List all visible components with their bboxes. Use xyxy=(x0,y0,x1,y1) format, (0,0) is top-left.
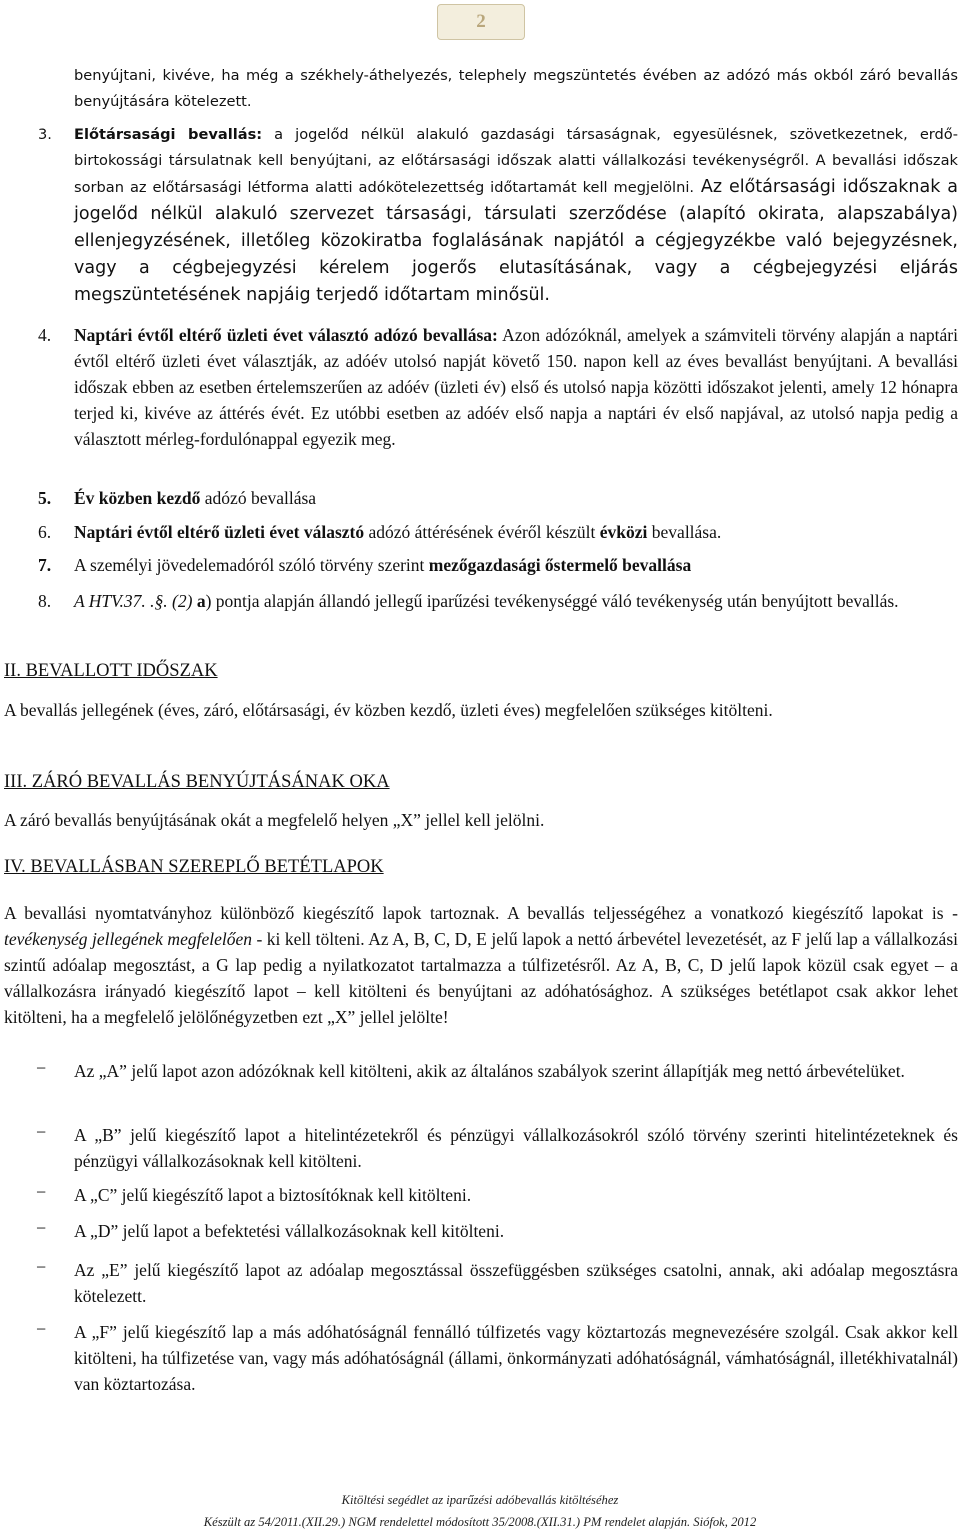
section-3-heading: III. ZÁRÓ BEVALLÁS BENYÚJTÁSÁNAK OKA xyxy=(4,772,390,792)
item-6-number: 6. xyxy=(38,522,52,542)
item-5-bold: Év közben kezdő xyxy=(74,488,201,508)
bullet-item-d: A „D” jelű lapot a befektetési vállalkozásoknak kell kitölteni. xyxy=(74,1221,505,1241)
bullet-marker: − xyxy=(36,1218,47,1238)
item-3-body-serif: Az előtársasági időszaknak a jogelőd nélkül alakuló szervezet társasági, társulati szerződése (alapító okirata, alapszabálya) ellenjegyzésének, illetőleg közokiratba foglalásának napjától a cégjegyzékbe való bejegyzésnek, vagy a cégbejegyzési kérelem jogerős elutasításának, vagy a cégbejegyzési eljárás megszüntetésének napjáig terjedő időtartam minősül. xyxy=(74,177,958,305)
bullet-item-e: Az „E” jelű kiegészítő lapot az adóalap megosztással összefüggésben szükséges csatolni, annak, aki adóalap megosztásra kötelezett. xyxy=(74,1260,958,1306)
bullet-marker: − xyxy=(36,1257,47,1277)
section-4-italic-phrase: tevékenység jellegének megfelelően xyxy=(4,929,252,949)
footer-title: Kitöltési segédlet az iparűzési adóbevallás kitöltéséhez xyxy=(341,1493,619,1507)
bullet-item-a: Az „A” jelű lapot azon adózóknak kell kitölteni, akik az általános szabályok szerint állapítják meg nettó árbevételüket. xyxy=(74,1061,905,1081)
bullet-marker: − xyxy=(36,1182,47,1202)
intro-paragraph: benyújtani, kivéve, ha még a székhely-áthelyezés, telephely megszüntetés évében az adózó más okból záró bevallás benyújtására kötelezett. xyxy=(74,67,958,110)
item-6-text: Naptári évtől eltérő üzleti évet választó adózó áttérésének évéről készült évközi bevallása. xyxy=(74,522,722,542)
bullet-item-b: A „B” jelű kiegészítő lapot a hitelintézetekről és pénzügyi vállalkozásokról szóló törvény szerinti hitelintézeteknek és pénzügyi vállalkozásoknak kell kitölteni. xyxy=(74,1125,958,1171)
bullet-item-f: A „F” jelű kiegészítő lap a más adóhatóságnál fennálló túlfizetés vagy köztartozás megnevezésére szolgál. Csak akkor kell kitölteni, ha túlfizetése van, vagy más adóhatóságnál (állami, önkormányzati adóhatóságnál, vámhatóságnál, illetékhivatalnál) van köztartozása. xyxy=(74,1322,958,1394)
item-7-number: 7. xyxy=(38,555,52,575)
item-4-body: Azon adózóknál, amelyek a számviteli törvény alapján a naptári évtől eltérő üzleti évet választják, az adóév utolsó napját követő 150. napon kell az éves bevallást benyújtani. A bevallási időszak ebben az esetben értelemszerűen az adóév (üzleti év) első és utolsó napja közötti időszakot jelenti, amely 12 hónapra terjed ki, kivéve az áttérés évét. Ez utóbbi esetben az adóév első napja a naptári év első napjával, az utolsó napja pedig a választott mérleg-fordulónappal egyezik meg. xyxy=(74,325,958,449)
item-7-bold: mezőgazdasági őstermelő bevallása xyxy=(428,555,692,575)
item-5-number: 5. xyxy=(38,488,52,508)
section-3-text: A záró bevallás benyújtásának okát a megfelelő helyen „X” jellel kell jelölni. xyxy=(4,810,545,830)
item-8-text: A HTV.37. .§. (2) a) pontja alapján állandó jellegű iparűzési tevékenységgé váló tevékenység után benyújtott bevallás. xyxy=(74,591,899,611)
section-2-text: A bevallás jellegének (éves, záró, előtársasági, év közben kezdő, üzleti éves) megfelelően szükséges kitölteni. xyxy=(4,700,773,720)
item-4-title: Naptári évtől eltérő üzleti évet választó adózó bevallása: xyxy=(74,325,498,345)
item-3-number: 3. xyxy=(38,126,52,143)
item-7-text: A személyi jövedelemadóról szóló törvény szerint mezőgazdasági őstermelő bevallása xyxy=(74,555,692,575)
item-6-bold: Naptári évtől eltérő üzleti évet választó xyxy=(74,522,365,542)
item-3-text xyxy=(74,122,958,309)
section-4-paragraph: A bevallási nyomtatványhoz különböző kiegészítő lapok tartoznak. A bevallás teljességéhez a vonatkozó kiegészítő lapokat is - tevékenység jellegének megfelelően - ki kell tölteni. Az A, B, C, D, E jelű lapok a nettó árbevétel levezetését, az F jelű lap a vállalkozási szintű adóalap megosztást, a G lap pedig a nyilatkozatot tartalmazza a túlfizetésről. Az A, B, C, D jelű lapok közül csak egyet – a vállalkozásra irányadó kiegészítő lapot – kell kitölteni és benyújtani az adóhatósághoz. A szükséges betétlapot csak akkor lehet kitölteni, ha a megfelelő jelölőnégyzetben ezt „X” jellel jelölte! xyxy=(4,903,958,1027)
page-number-badge: 2 xyxy=(437,4,525,40)
bullet-item-c: A „C” jelű kiegészítő lapot a biztosítóknak kell kitölteni. xyxy=(74,1185,472,1205)
item-3-title: Előtársasági bevallás: xyxy=(74,126,263,143)
item-8-reference: A HTV.37. .§. (2) xyxy=(74,591,193,611)
item-4-text xyxy=(74,322,958,452)
item-4-number: 4. xyxy=(38,325,52,345)
bullet-marker: − xyxy=(36,1058,47,1078)
bullet-marker: − xyxy=(36,1319,47,1339)
bullet-marker: − xyxy=(36,1122,47,1142)
section-4-heading: IV. BEVALLÁSBAN SZEREPLŐ BETÉTLAPOK xyxy=(4,857,384,877)
section-2-heading: II. BEVALLOTT IDŐSZAK xyxy=(4,661,218,681)
item-3-body: a jogelőd nélkül alakuló gazdasági társaságnak, egyesülésnek, szövetkezetnek, erdő-birtokossági társulatnak kell benyújtani, az előtársasági időszak alatti vállalkozási tevékenységről. A bevallási időszak sorban az előtársasági létforma alatti adókötelezettség időtartamát kell megjelölni. xyxy=(74,126,958,196)
footer-source: Készült az 54/2011.(XII.29.) NGM rendelettel módosított 35/2008.(XII.31.) PM rendelet alapján. Siófok, 2012 xyxy=(203,1515,757,1529)
item-8-number: 8. xyxy=(38,591,52,611)
item-5-text: Év közben kezdő adózó bevallása xyxy=(74,488,317,508)
